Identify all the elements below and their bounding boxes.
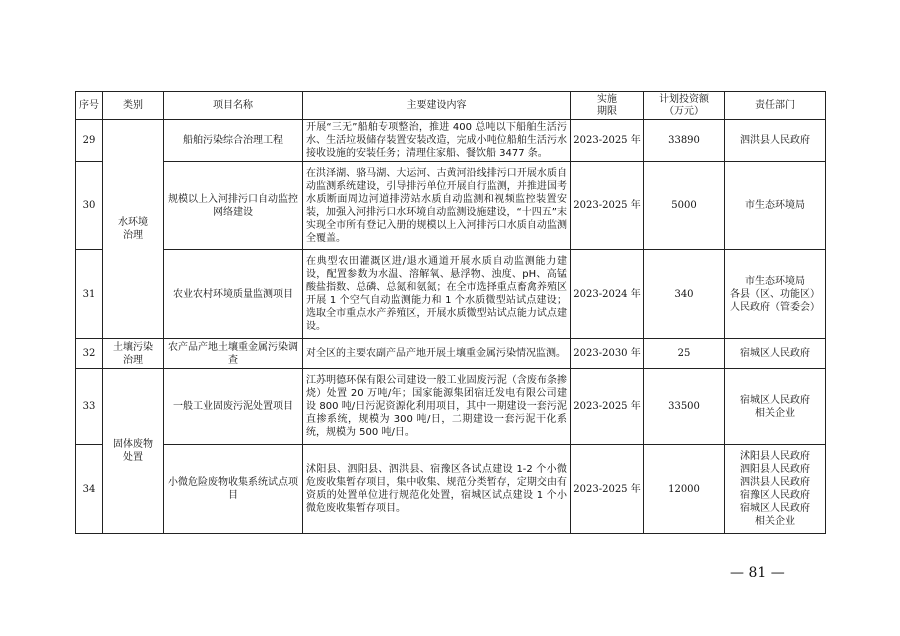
- table-row: [76, 369, 826, 445]
- header-period: 实施 期限: [571, 92, 644, 120]
- category-cell: 水环境 治理: [103, 120, 164, 339]
- project-department: 沭阳县人民政府 泗阳县人民政府 泗洪县人民政府 宿豫区人民政府 宿城区人民政府 相关企业: [725, 445, 826, 534]
- header-department: 责任部门: [725, 92, 826, 120]
- project-investment: 25: [644, 339, 725, 369]
- project-content: 江苏明德环保有限公司建设一般工业固废污泥（含废布条掺烧）处置 20 万吨/年；国家能源集团宿迁发电有限公司建设 800 吨/日污泥资源化利用项目，其中一期建设一套污泥直掺系统，规模为 300 吨/日，二期建设一套污泥干化系统，规模为 500 吨/日。: [303, 369, 571, 445]
- project-content: 开展“三无”船舶专项整治，推进 400 总吨以下船舶生活污水、生活垃圾储存装置安装改造，完成小吨位船舶生活污水接收设施的安装任务；清理住家船、餐饮船 3477 条。: [303, 120, 571, 162]
- header-investment: 计划投资额 （万元）: [644, 92, 725, 120]
- category-cell: 土壤污染 治理: [103, 339, 164, 369]
- project-investment: 5000: [644, 162, 725, 250]
- project-content: 沭阳县、泗阳县、泗洪县、宿豫区各试点建设 1-2 个小微危废收集暂存项目，集中收集、规范分类暂存，定期交由有资质的处置单位进行规范化处置，宿城区试点建设 1 个小微危废收集暂存项目。: [303, 445, 571, 534]
- project-investment: 33500: [644, 369, 725, 445]
- header-row: [76, 92, 826, 120]
- project-period: 2023-2025 年: [571, 445, 644, 534]
- project-name: 船舶污染综合治理工程: [164, 120, 303, 162]
- table-row: [76, 120, 826, 162]
- project-period: 2023-2030 年: [571, 339, 644, 369]
- header-category: 类别: [103, 92, 164, 120]
- row-no: 32: [76, 339, 103, 369]
- project-department: 宿城区人民政府: [725, 339, 826, 369]
- header-content: 主要建设内容: [303, 92, 571, 120]
- row-no: 29: [76, 120, 103, 162]
- table-row: [76, 445, 826, 534]
- project-investment: 340: [644, 250, 725, 339]
- project-name: 规模以上入河排污口自动监控网络建设: [164, 162, 303, 250]
- project-department: 市生态环境局: [725, 162, 826, 250]
- project-period: 2023-2025 年: [571, 162, 644, 250]
- row-no: 33: [76, 369, 103, 445]
- project-content: 在典型农田灌溉区进/退水通道开展水质自动监测能力建设，配置参数为水温、溶解氧、悬浮物、浊度、pH、高锰酸盐指数、总磷、总氮和氨氮；在全市选择重点畜禽养殖区开展 1 个空气自动监测能力和 1 个水质微型站试点建设；选取全市重点水产养殖区，开展水质微型站试点能力试点建设。: [303, 250, 571, 339]
- row-no: 30: [76, 162, 103, 250]
- project-department: 宿城区人民政府 相关企业: [725, 369, 826, 445]
- project-period: 2023-2025 年: [571, 120, 644, 162]
- category-cell: 固体废物 处置: [103, 369, 164, 534]
- project-name: 一般工业固废污泥处置项目: [164, 369, 303, 445]
- table-row: [76, 250, 826, 339]
- project-period: 2023-2025 年: [571, 369, 644, 445]
- row-no: 31: [76, 250, 103, 339]
- project-department: 泗洪县人民政府: [725, 120, 826, 162]
- project-table: [75, 91, 826, 534]
- table-row: [76, 339, 826, 369]
- project-period: 2023-2024 年: [571, 250, 644, 339]
- project-department: 市生态环境局 各县（区、功能区） 人民政府（管委会）: [725, 250, 826, 339]
- project-investment: 33890: [644, 120, 725, 162]
- header-project: 项目名称: [164, 92, 303, 120]
- project-content: 对全区的主要农副产品产地开展土壤重金属污染情况监测。: [303, 339, 571, 369]
- table-row: [76, 162, 826, 250]
- page-number: — 81 —: [730, 565, 785, 581]
- project-content: 在洪泽湖、骆马湖、大运河、古黄河沿线排污口开展水质自动监测系统建设，引导排污单位开展自行监测，并推进国考水质断面周边河道排涝站水质自动监测和视频监控装置安装，加强入河排污口水环境自动监测设施建设，“十四五”末实现全市所有登记入册的规模以上入河排污口水质自动监测全覆盖。: [303, 162, 571, 250]
- row-no: 34: [76, 445, 103, 534]
- project-name: 农产品产地土壤重金属污染调查: [164, 339, 303, 369]
- project-investment: 12000: [644, 445, 725, 534]
- project-name: 小微危险废物收集系统试点项目: [164, 445, 303, 534]
- project-name: 农业农村环境质量监测项目: [164, 250, 303, 339]
- header-no: 序号: [76, 92, 103, 120]
